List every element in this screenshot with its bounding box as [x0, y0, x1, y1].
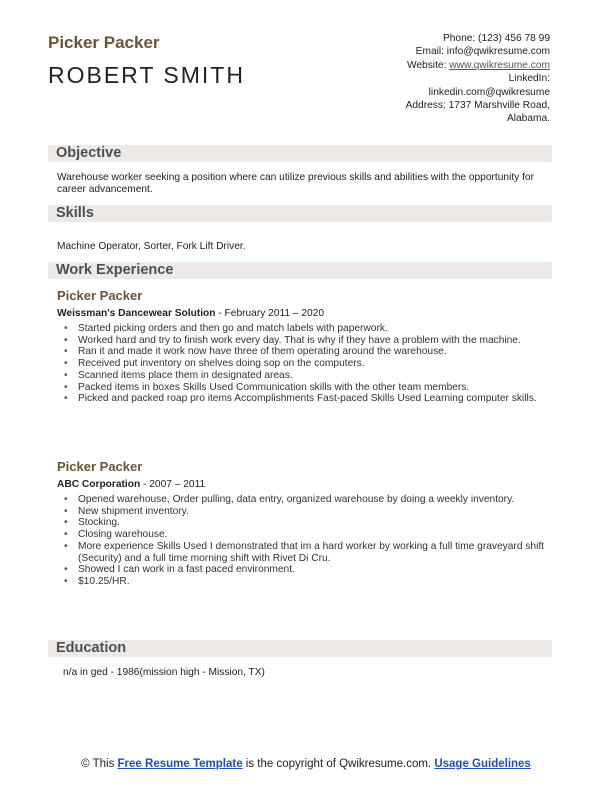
section-education: [48, 640, 552, 657]
contact-website: [320, 59, 550, 72]
list-item: • Received put inventory on shelves doing sop on the computers.: [78, 358, 572, 370]
job-bullets-2: [57, 494, 572, 588]
job-dates-2: - 2007 – 2011: [140, 479, 206, 490]
list-item: • More experience Skills Used I demonstrated that im a hard worker by working a full time graveyard shift (Security) and a full time morning shift with Rivet Di Cru.: [78, 541, 572, 564]
section-objective-heading: Objective: [56, 145, 122, 161]
section-skills-heading: Skills: [56, 205, 94, 221]
list-item: • Picked and packed roap pro items Accomplishments Fast-paced Skills Used Learning computer skills.: [78, 393, 572, 405]
education-text: n/a in ged - 1986(mission high - Mission, TX): [63, 667, 265, 678]
free-resume-template-link[interactable]: Free Resume Template: [117, 758, 243, 770]
list-item: • Stocking.: [78, 517, 572, 529]
candidate-name: ROBERT SMITH: [48, 62, 245, 88]
footer-copyright: [48, 758, 564, 771]
job-bullets-1: [57, 323, 572, 405]
list-item: • Started picking orders and then go and match labels with paperwork.: [78, 323, 572, 335]
contact-block: [320, 32, 550, 126]
job-title-2: Picker Packer: [57, 459, 143, 474]
objective-text: Warehouse worker seeking a position where can utilize previous skills and abilities with the opportunity for career advancement.: [57, 172, 534, 195]
list-item: • Packed items in boxes Skills Used Communication skills with the other team members.: [78, 382, 572, 394]
list-item: • $10.25/HR.: [78, 576, 572, 588]
website-link[interactable]: www.qwikresume.com: [449, 59, 550, 71]
company-name-2: ABC Corporation: [57, 479, 141, 490]
section-skills: [48, 205, 552, 222]
contact-linkedin-value: linkedin.com@qwikresume: [428, 86, 550, 98]
usage-guidelines-link[interactable]: Usage Guidelines: [434, 758, 531, 770]
company-name-1: Weissman's Dancewear Solution: [57, 308, 216, 319]
list-item: • Showed I can work in a fast paced environment.: [78, 564, 572, 576]
job-dates-1: - February 2011 – 2020: [215, 308, 325, 319]
contact-linkedin-label: LinkedIn:: [508, 73, 550, 85]
footer-prefix: © This: [81, 758, 118, 770]
list-item: • Ran it and made it work now have three of them operating around the warehouse.: [78, 346, 572, 358]
section-objective: [48, 145, 552, 162]
contact-phone: Phone: (123) 456 78 99: [442, 33, 550, 44]
website-label: Website:: [406, 59, 450, 71]
job-company-2: [57, 479, 205, 490]
contact-email: Email: info@qwikresume.com: [415, 46, 550, 58]
section-work-experience: [48, 262, 552, 279]
list-item: • New shipment inventory.: [78, 506, 572, 518]
section-work-experience-heading: Work Experience: [56, 262, 174, 278]
contact-address-line2: Alabama.: [506, 113, 550, 125]
resume-job-title: Picker Packer: [48, 33, 160, 52]
footer-middle: is the copyright of Qwikresume.com.: [242, 758, 435, 770]
section-education-heading: Education: [56, 640, 127, 656]
list-item: • Worked hard and try to finish work every day. That is why if they have a problem with the machine.: [78, 335, 572, 347]
list-item: • Opened warehouse, Order pulling, data entry, organized warehouse by doing a weekly inventory.: [78, 494, 572, 506]
list-item: • Scanned items place them in designated areas.: [78, 370, 572, 382]
contact-address-line1: Address: 1737 Marshville Road,: [405, 100, 550, 112]
list-item: • Closing warehouse.: [78, 529, 572, 541]
skills-text: Machine Operator, Sorter, Fork Lift Driver.: [57, 241, 246, 252]
job-company-1: [57, 308, 324, 319]
job-title-1: Picker Packer: [57, 288, 143, 303]
